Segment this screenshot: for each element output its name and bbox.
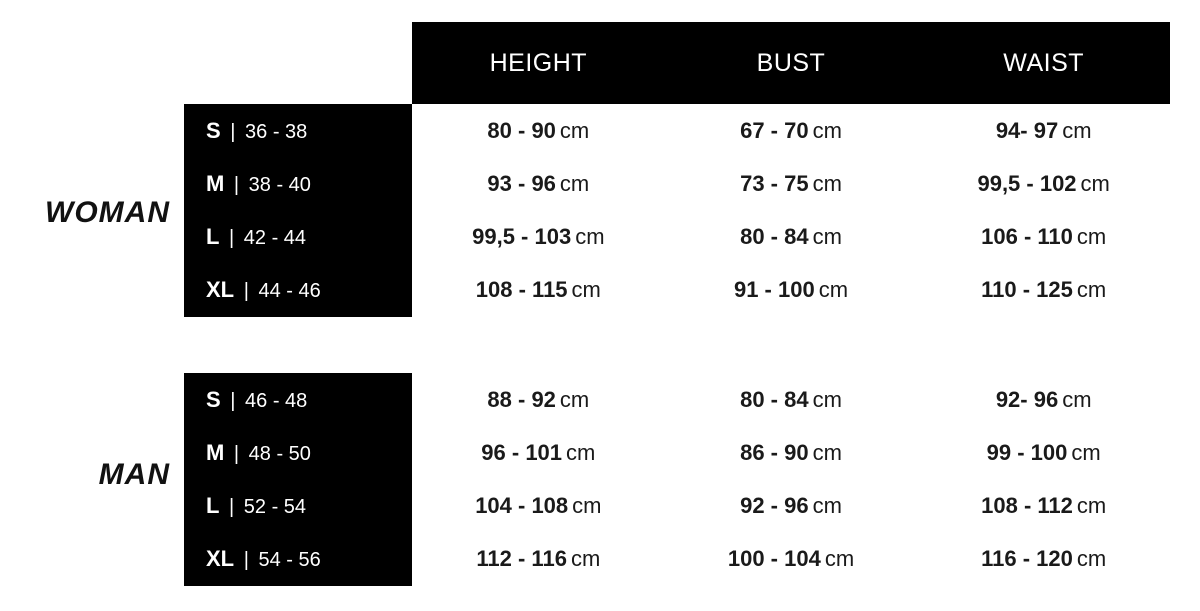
group-label-man: MAN [98,458,170,491]
bust-cell [665,171,918,197]
height-cell [412,171,665,197]
bust-value: 80 - 84 [740,224,809,250]
size-letter: XL [206,546,235,572]
waist-cell [917,493,1170,519]
size-separator: | [243,280,249,303]
waist-unit: cm [1076,546,1107,572]
measurement-cells [412,440,1170,466]
waist-value: 92- 96 [995,386,1059,412]
waist-value: 110 - 125 [981,277,1073,303]
waist-value: 99 - 100 [986,439,1068,465]
height-unit: cm [559,170,590,196]
bust-unit: cm [812,170,842,196]
size-range: 48 - 50 [248,442,311,465]
size-range: 36 - 38 [245,120,308,143]
size-letter: L [206,224,220,250]
column-header-waist: WAIST [1003,48,1085,77]
waist-unit: cm [1062,117,1092,143]
column-header-height: HEIGHT [489,48,588,77]
table-row [184,264,1170,317]
size-cell [184,224,412,250]
size-letter: XL [206,277,235,303]
waist-value: 116 - 120 [981,546,1073,572]
height-value: 99,5 - 103 [472,224,572,250]
measurement-cells [412,277,1170,303]
height-cell [412,493,665,519]
size-range: 44 - 46 [258,280,321,303]
bust-cell [665,224,918,250]
size-cell [184,171,412,197]
waist-cell [917,118,1170,144]
bust-value: 92 - 96 [740,493,809,519]
height-cell [412,224,665,250]
size-range: 46 - 48 [245,389,308,412]
size-separator: | [243,549,249,572]
size-separator: | [230,120,236,143]
bust-cell [665,546,918,572]
bust-unit: cm [824,546,855,572]
size-separator: | [233,173,240,196]
size-separator: | [233,442,240,465]
waist-value: 108 - 112 [981,493,1073,519]
bust-cell [665,440,918,466]
height-cell [412,440,665,466]
height-value: 80 - 90 [487,117,556,143]
bust-cell [665,387,918,413]
size-cell [184,387,412,413]
table-row [184,104,1170,157]
height-value: 108 - 115 [475,277,568,303]
bust-unit: cm [812,439,842,465]
bust-unit: cm [812,493,842,519]
waist-unit: cm [1071,439,1101,465]
bust-value: 86 - 90 [740,439,809,465]
waist-cell [917,440,1170,466]
size-range: 54 - 56 [258,549,321,572]
woman-rows [184,104,1170,317]
measurement-cells [412,224,1170,250]
size-cell [184,118,412,144]
table-row [184,480,1170,533]
height-unit: cm [570,546,601,572]
size-letter: M [206,439,225,465]
height-cell [412,118,665,144]
waist-cell [917,277,1170,303]
waist-cell [917,171,1170,197]
bust-unit: cm [812,224,842,250]
table-row [184,211,1170,264]
height-value: 93 - 96 [487,170,556,196]
size-range: 42 - 44 [243,227,307,250]
table-row [184,533,1170,586]
height-unit: cm [571,277,601,303]
bust-cell [665,493,918,519]
size-cell [184,546,412,572]
waist-cell [917,546,1170,572]
bust-cell [665,118,918,144]
waist-unit: cm [1076,493,1107,519]
bust-unit: cm [812,386,842,412]
bust-cell [665,277,918,303]
size-letter: S [206,386,221,412]
column-headers [412,22,1170,104]
height-cell [412,546,665,572]
height-unit: cm [566,439,596,465]
bust-value: 100 - 104 [727,546,821,572]
size-range: 38 - 40 [248,173,311,196]
size-letter: M [206,170,225,196]
table-row [184,373,1170,426]
height-value: 112 - 116 [476,546,567,572]
measurement-cells [412,546,1170,572]
size-range: 52 - 54 [243,496,307,519]
size-cell [184,493,412,519]
column-header-bust: BUST [756,48,826,77]
man-rows [184,373,1170,586]
height-value: 104 - 108 [475,493,569,519]
height-unit: cm [559,386,590,412]
waist-unit: cm [1076,224,1107,250]
height-cell [412,277,665,303]
size-letter: L [206,493,220,519]
size-cell [184,440,412,466]
bust-unit: cm [812,117,842,143]
waist-value: 99,5 - 102 [977,170,1077,196]
bust-value: 91 - 100 [733,277,815,303]
waist-unit: cm [1062,386,1092,412]
waist-unit: cm [1080,170,1110,196]
height-cell [412,387,665,413]
size-separator: | [229,496,235,519]
height-unit: cm [559,117,590,143]
bust-value: 67 - 70 [740,117,809,143]
bust-value: 73 - 75 [740,170,809,196]
waist-cell [917,224,1170,250]
bust-value: 80 - 84 [740,386,809,412]
size-cell [184,277,412,303]
measurement-cells [412,387,1170,413]
measurement-cells [412,493,1170,519]
size-separator: | [230,389,236,412]
waist-unit: cm [1076,277,1107,303]
height-unit: cm [575,224,605,250]
height-value: 88 - 92 [487,386,556,412]
measurement-cells [412,171,1170,197]
waist-cell [917,387,1170,413]
size-separator: | [229,227,235,250]
waist-value: 94- 97 [995,117,1059,143]
height-value: 96 - 101 [481,439,563,465]
bust-unit: cm [818,277,849,303]
measurement-cells [412,118,1170,144]
waist-value: 106 - 110 [981,224,1073,250]
height-unit: cm [572,493,602,519]
table-row [184,426,1170,479]
group-label-woman: WOMAN [45,196,170,229]
size-letter: S [206,117,221,143]
table-row [184,157,1170,210]
